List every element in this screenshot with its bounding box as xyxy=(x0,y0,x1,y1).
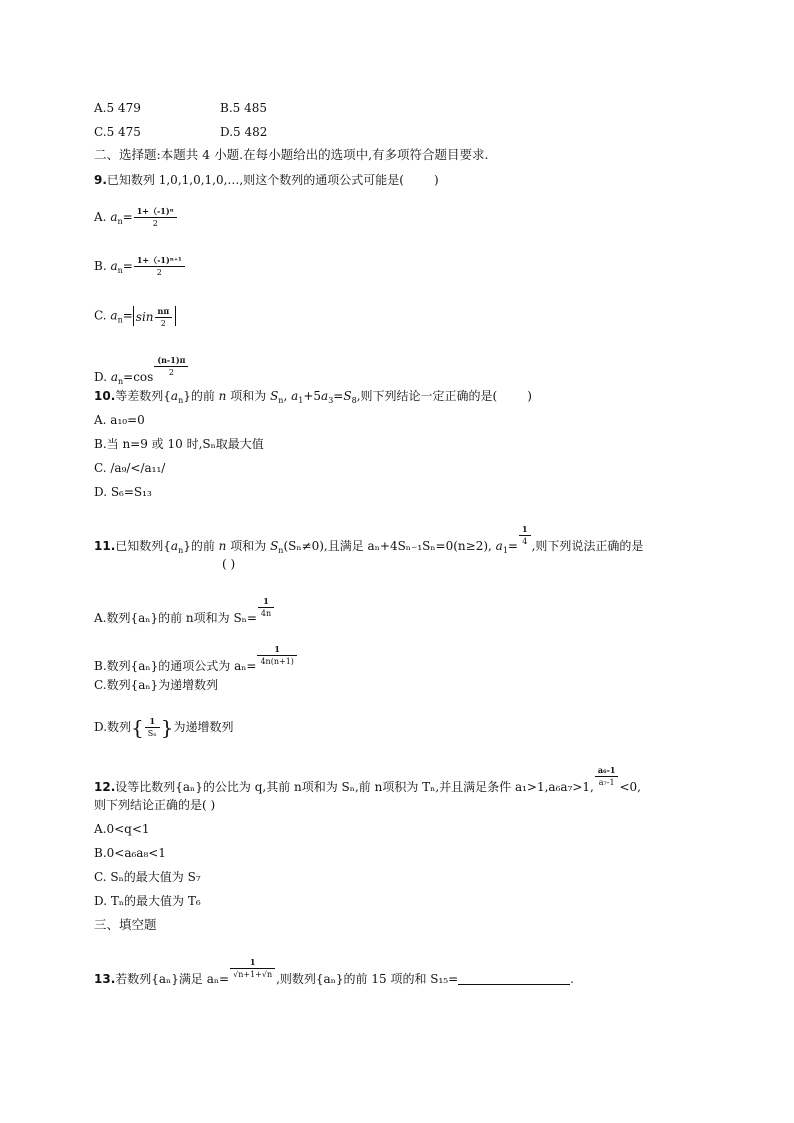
q10-stem: 10.等差数列$\{a_n\}$的前 n 项和为 $S_n$, $a_1+5a_3=S_8$,则下列结论一定正确的是( ) xyxy=(94,389,532,405)
q9-option-c-label: C. xyxy=(94,308,107,323)
q11-option-b: B.数列{aₙ}的通项公式为 aₙ= $\frac{1}{4n(n+1)}$ xyxy=(94,644,298,674)
q13-stem: 13.若数列{aₙ}满足 aₙ= $\frac{1}{√n+1+√n}$ ,则数列{aₙ}的前 15 项的和 S₁₅= . xyxy=(94,957,574,986)
q12-option-c: C. Sₙ的最大值为 S₇ xyxy=(94,870,201,884)
q12-stem-line2: 则下列结论正确的是( ) xyxy=(94,798,216,812)
q11-option-d-set: { $\frac{1}{\text{Sₙ}}$ } xyxy=(131,715,174,740)
q12-stem: 12.设等比数列{aₙ}的公比为 q,其前 n项和为 Sₙ,前 n项积为 Tₙ,并且满足条件 a₁>1,a₆a₇>1, $\frac{\text{a₆-1}}{\text{a₇-1}}$ <0, xyxy=(94,765,641,794)
q13-answer-blank[interactable] xyxy=(458,972,570,985)
q13-fraction: $\frac{1}{√n+1+√n}$ xyxy=(230,957,275,980)
q12-option-d: D. Tₙ的最大值为 T₆ xyxy=(94,894,201,908)
section-3-header: 三、填空题 xyxy=(94,917,157,932)
q10-option-c: C. /a₉/</a₁₁/ xyxy=(94,461,166,475)
q11-option-d: D.数列{ $\frac{1}{\text{Sₙ}}$ }为递增数列 xyxy=(94,715,234,740)
q11-option-a: A.数列{aₙ}的前 n项和为 Sₙ= $\frac{1}{4n}$ xyxy=(94,596,275,626)
q11-option-c: C.数列{aₙ}为递增数列 xyxy=(94,678,219,692)
q9-option-b-label: B. xyxy=(94,259,107,273)
q9-option-b: B. $a_n=$ $\frac{\text{1+（-1)ⁿ⁺¹}}{2}$ xyxy=(94,255,186,278)
q8-option-b: B.5 485 xyxy=(220,101,267,115)
q11-option-a-fraction: $\frac{1}{4n}$ xyxy=(258,596,274,619)
q9-number: 9. xyxy=(94,173,107,187)
q10-option-d: D. S₆=S₁₃ xyxy=(94,485,152,499)
q9-option-c-abs: sin $\frac{n\pi}{2}$ xyxy=(133,306,176,326)
q9-stem xyxy=(94,172,439,188)
q8-option-a: A.5 479 xyxy=(94,101,141,115)
q11-a1-fraction: $\frac{1}{4}$ xyxy=(519,524,531,547)
q9-option-d: D. $a_n=\cos$ $\frac{(n-1)\pi}{2}$ xyxy=(94,355,189,385)
q8-option-d: D.5 482 xyxy=(220,125,268,139)
q9-option-a-label: A. xyxy=(94,210,107,224)
q9-stem-text: 已知数列 1,0,1,0,1,0,…,则这个数列的通项公式可能是( xyxy=(106,173,404,187)
section-2-header: 二、选择题:本题共 4 小题.在每小题给出的选项中,有多项符合题目要求. xyxy=(94,147,489,162)
q9-stem-end: ) xyxy=(433,173,439,187)
q12-option-b: B.0<a₆a₈<1 xyxy=(94,846,166,860)
q12-fraction: $\frac{\text{a₆-1}}{\text{a₇-1}}$ xyxy=(595,765,619,788)
q9-option-a: A. $a_n=$ $\frac{\text{1+（-1)ⁿ}}{2}$ xyxy=(94,206,178,229)
q9-option-d-label: D. xyxy=(94,370,108,384)
q11-paren: ( ) xyxy=(222,557,236,571)
q10-option-b: B.当 n=9 或 10 时,Sₙ取最大值 xyxy=(94,437,264,451)
q9-option-b-fraction: $\frac{\text{1+（-1)ⁿ⁺¹}}{2}$ xyxy=(134,255,185,278)
q10-option-a: A. a₁₀=0 xyxy=(94,413,145,427)
q8-option-c: C.5 475 xyxy=(94,125,141,139)
q11-stem: 11.已知数列$\{a_n\}$的前 n 项和为 $S_n(S_n\ne 0)$,且满足 aₙ+4Sₙ₋₁Sₙ=0(n≥2), $a_1=$ $\frac{1}{4}$ ,则下列说法正确的是 xyxy=(94,524,644,555)
q12-option-a: A.0<q<1 xyxy=(94,822,150,836)
q9-option-c: C. $a_n= \sin$ $\frac{n\pi}{2}$ xyxy=(94,306,176,326)
q11-option-b-fraction: $\frac{1}{4n(n+1)}$ xyxy=(257,644,296,667)
q9-option-a-fraction: $\frac{\text{1+（-1)ⁿ}}{2}$ xyxy=(134,206,177,229)
q9-option-d-fraction: $\frac{(n-1)\pi}{2}$ xyxy=(154,355,188,378)
